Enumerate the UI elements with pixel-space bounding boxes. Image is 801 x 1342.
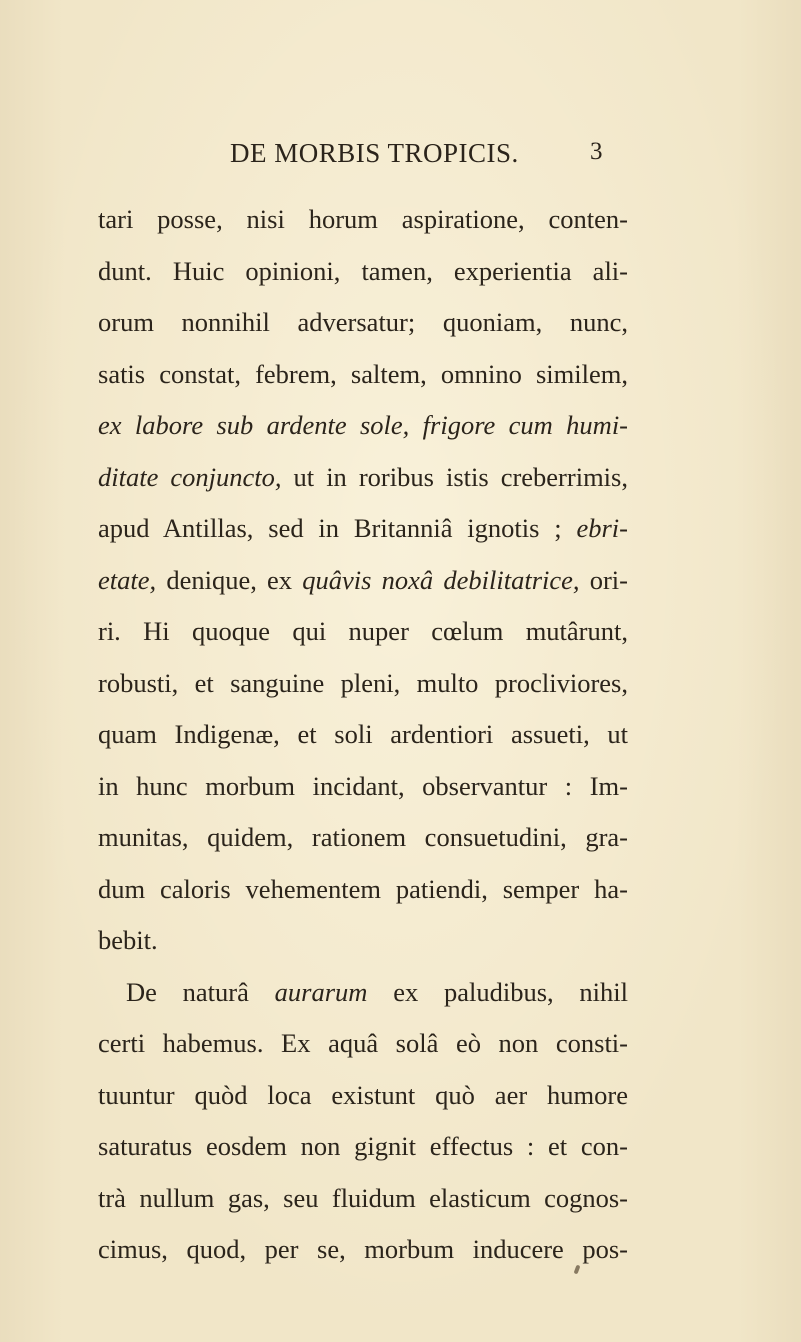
- italic-segment: quâvis noxâ debilitatrice,: [302, 564, 580, 595]
- text-line: [98, 246, 628, 298]
- running-head-title: DE MORBIS TROPICIS.: [230, 138, 519, 168]
- text-segment: orum nonnihil adversatur; quoniam, nunc,: [98, 307, 628, 337]
- text-line: [98, 1224, 628, 1276]
- text-line: [98, 812, 628, 864]
- text-line: [98, 400, 628, 452]
- text-line: [98, 452, 628, 504]
- text-segment: tuuntur quòd loca existunt quò aer humore: [98, 1079, 628, 1110]
- text-segment: in hunc morbum incidant, observantur : Im-: [98, 770, 628, 801]
- text-line: [98, 503, 628, 555]
- italic-segment: ditate conjuncto,: [98, 461, 282, 492]
- text-segment: De naturâ: [126, 976, 275, 1007]
- text-segment: certi habemus. Ex aquâ solâ eò non consti-: [98, 1028, 628, 1058]
- text-segment: ex paludibus, nihil: [367, 976, 628, 1007]
- text-line: [98, 606, 628, 658]
- text-line: [98, 761, 628, 813]
- text-line: [98, 194, 628, 246]
- text-line: [98, 709, 628, 761]
- text-segment: denique, ex: [156, 564, 303, 595]
- text-segment: apud Antillas, sed in Britanniâ ignotis ;: [98, 513, 577, 543]
- text-line: [98, 555, 628, 607]
- text-segment: ut in roribus istis creberrimis,: [281, 461, 628, 492]
- text-segment: dunt. Huic opinioni, tamen, experientia ali-: [98, 255, 628, 286]
- text-line: [98, 915, 628, 967]
- italic-segment: aurarum: [274, 976, 368, 1007]
- body-text: [98, 194, 628, 1276]
- text-line: [98, 1070, 628, 1122]
- text-line: [98, 658, 628, 710]
- text-segment: dum caloris vehementem patiendi, semper ha-: [98, 873, 628, 904]
- italic-segment: etate,: [98, 564, 157, 595]
- text-segment: ori-: [579, 564, 628, 595]
- text-line: [98, 1173, 628, 1225]
- text-segment: robusti, et sanguine pleni, multo procliviores,: [98, 667, 628, 698]
- text-segment: cimus, quod, per se, morbum inducere pos-: [98, 1234, 628, 1264]
- text-line: [98, 1121, 628, 1173]
- text-line: [98, 297, 628, 349]
- page-number: 3: [590, 138, 603, 165]
- text-segment: tari posse, nisi horum aspiratione, conten-: [98, 204, 628, 234]
- text-segment: ri. Hi quoque qui nuper cœlum mutârunt,: [98, 616, 628, 646]
- text-segment: satis constat, febrem, saltem, omnino similem,: [98, 358, 628, 389]
- text-line: [98, 1018, 628, 1070]
- text-line: [98, 967, 628, 1019]
- italic-segment: ex labore sub ardente sole, frigore cum humi-: [98, 410, 628, 440]
- text-segment: munitas, quidem, rationem consuetudini, gra-: [98, 822, 628, 852]
- text-line: [98, 864, 628, 916]
- running-head: [98, 138, 618, 174]
- text-segment: saturatus eosdem non gignit effectus : et con-: [98, 1131, 628, 1161]
- text-segment: quam Indigenæ, et soli ardentiori assueti, ut: [98, 719, 628, 749]
- italic-segment: ebri-: [576, 513, 628, 543]
- text-segment: trà nullum gas, seu fluidum elasticum cognos-: [98, 1182, 628, 1213]
- text-segment: bebit.: [98, 925, 158, 955]
- text-line: [98, 349, 628, 401]
